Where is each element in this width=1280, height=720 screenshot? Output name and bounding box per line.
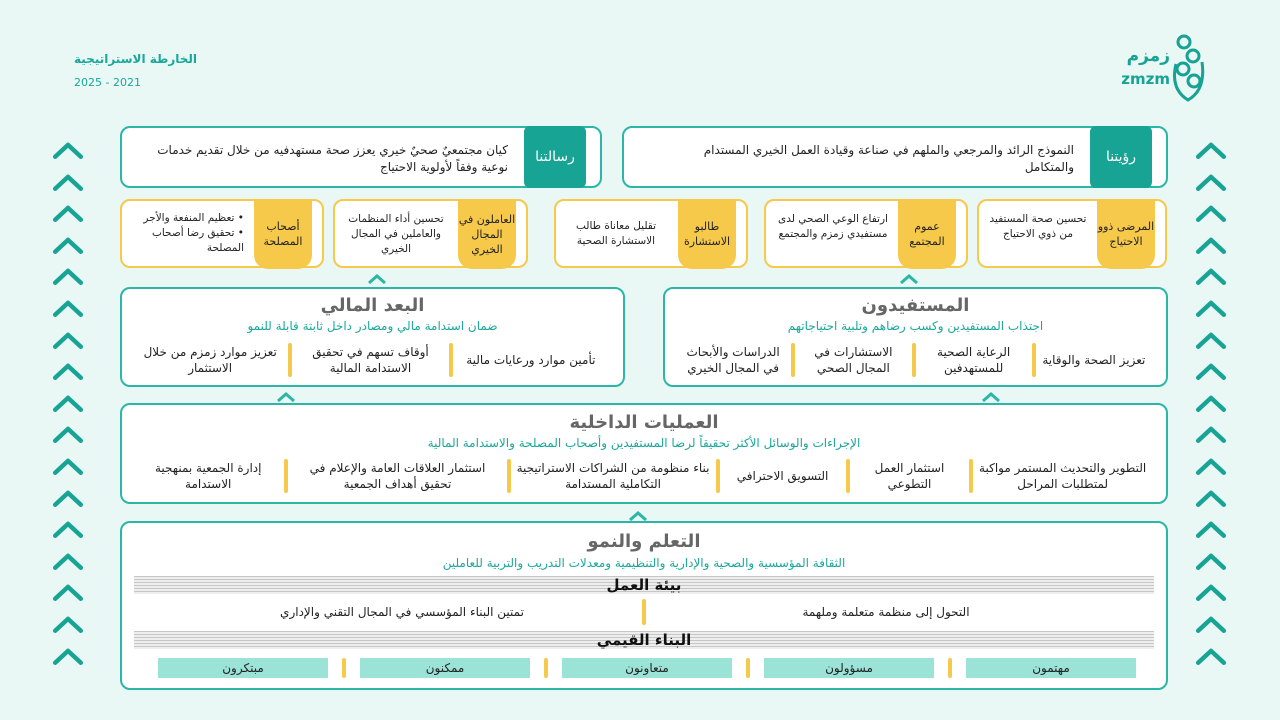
- vision-text: النموذج الرائد والمرجعي والملهم في صناعة وقيادة العمل الخيري المستدام والمتكامل: [703, 143, 1074, 174]
- year-range: 2025 - 2021: [74, 76, 141, 89]
- learning-subtitle: الثقافة المؤسسية والصحية والإدارية والتنظيمية ومعدلات التدريب والتربية للعاملين: [442, 556, 846, 570]
- internal-items: [132, 459, 1152, 493]
- separator: [746, 658, 750, 678]
- financial-items: [132, 343, 609, 377]
- stakeholder-tag: طالبو الاستشارة: [678, 199, 736, 269]
- stakeholder-tag: المرضى ذوو الاحتياج: [1097, 199, 1155, 269]
- beneficiaries-items: [675, 343, 1152, 377]
- chevron-up-icon: [52, 420, 84, 452]
- separator: [342, 658, 346, 678]
- beneficiaries-item: الاستشارات في المجال الصحي: [814, 345, 893, 375]
- stakeholder-bullet: • تحقيق رضا أصحاب المصلحة: [126, 226, 244, 256]
- separator: [544, 658, 548, 678]
- beneficiaries-item: الدراسات والأبحاث في المجال الخيري: [686, 345, 780, 375]
- internal-title: العمليات الداخلية: [569, 412, 719, 433]
- connector-arrow-icon: [276, 391, 296, 403]
- chevron-up-icon: [52, 389, 84, 421]
- values-row: [152, 658, 1136, 678]
- stakeholder-tag: أصحاب المصلحة: [254, 199, 312, 269]
- chevron-up-icon: [52, 515, 84, 547]
- chevron-up-icon: [52, 547, 84, 579]
- work-environment-items: [162, 599, 1126, 625]
- separator: [948, 658, 952, 678]
- financial-item: أوقاف تسهم في تحقيق الاستدامة المالية: [312, 345, 429, 375]
- stakeholder-card-consultation: [554, 199, 748, 268]
- chevron-up-icon: [1195, 294, 1227, 326]
- learning-title: التعلم والنمو: [587, 531, 701, 552]
- stakeholder-desc: تقليل معاناة طالب الاستشارة الصحية: [575, 220, 657, 247]
- chevron-up-icon: [1195, 168, 1227, 200]
- connector-arrow-icon: [899, 273, 919, 285]
- stakeholder-tag: العاملون في المجال الخيري: [458, 199, 516, 269]
- chevron-up-icon: [52, 484, 84, 516]
- work-environment-item: تمتين البناء المؤسسي في المجال التقني والإداري: [280, 605, 524, 619]
- connector-arrow-icon: [367, 273, 387, 285]
- chevron-up-icon: [1195, 326, 1227, 358]
- financial-subtitle: ضمان استدامة مالي ومصادر داخل ثابتة قابلة للنمو: [247, 319, 498, 333]
- chevron-up-icon: [52, 262, 84, 294]
- page-title: الخارطة الاستراتيجية: [74, 52, 197, 66]
- chevron-up-icon: [52, 357, 84, 389]
- right-chevron-column: [1195, 136, 1229, 673]
- chevron-up-icon: [1195, 136, 1227, 168]
- chevron-up-icon: [1195, 231, 1227, 263]
- internal-item: بناء منظومة من الشراكات الاستراتيجية التكاملية المستدامة: [516, 461, 710, 491]
- chevron-up-icon: [52, 294, 84, 326]
- value-chip: ممكنون: [360, 658, 530, 678]
- financial-item: تعزيز موارد زمزم من خلال الاستثمار: [143, 345, 277, 375]
- chevron-up-icon: [1195, 547, 1227, 579]
- stakeholder-card-interest-holders: [120, 199, 324, 268]
- internal-item: إدارة الجمعية بمنهجية الاستدامة: [154, 461, 262, 491]
- chevron-up-icon: [1195, 420, 1227, 452]
- chevron-up-icon: [1195, 389, 1227, 421]
- work-environment-item: التحول إلى منظمة متعلمة وملهمة: [802, 605, 970, 619]
- connector-arrow-icon: [981, 391, 1001, 403]
- chevron-up-icon: [1195, 610, 1227, 642]
- chevron-up-icon: [1195, 515, 1227, 547]
- value-chip: متعاونون: [562, 658, 732, 678]
- internal-item: استثمار العلاقات العامة والإعلام في تحقيق أهداف الجمعية: [309, 461, 486, 491]
- logo-latin-text: zmzm: [1121, 70, 1170, 88]
- value-chip: مسؤولون: [764, 658, 934, 678]
- chevron-up-icon: [52, 326, 84, 358]
- value-chip: مهتمون: [966, 658, 1136, 678]
- chevron-up-icon: [1195, 357, 1227, 389]
- internal-item: التسويق الاحترافي: [736, 469, 829, 483]
- stakeholder-desc: تحسين أداء المنظمات والعاملين في المجال الخيري: [348, 213, 444, 255]
- chevron-up-icon: [52, 578, 84, 610]
- chevron-up-icon: [52, 642, 84, 674]
- mission-label: رسالتنا: [524, 126, 586, 188]
- internal-item: استثمار العمل التطوعي: [874, 461, 945, 491]
- learning-growth-box: [120, 521, 1168, 690]
- stakeholder-bullets: [126, 211, 244, 256]
- financial-item: تأمين موارد ورعايات مالية: [466, 353, 596, 367]
- chevron-up-icon: [1195, 578, 1227, 610]
- beneficiaries-perspective-box: [663, 287, 1168, 387]
- vision-box: [622, 126, 1168, 188]
- chevron-up-icon: [52, 610, 84, 642]
- stakeholder-card-community: [764, 199, 968, 268]
- mission-box: [120, 126, 602, 188]
- stakeholder-desc: ارتفاع الوعي الصحي لدى مستفيدي زمزم والمجتمع: [778, 213, 888, 240]
- stakeholder-tag: عموم المجتمع: [898, 199, 956, 269]
- chevron-up-icon: [1195, 484, 1227, 516]
- chevron-up-icon: [1195, 452, 1227, 484]
- financial-perspective-box: [120, 287, 625, 387]
- logo-arabic-text: زمزم: [1126, 46, 1170, 66]
- work-environment-header: بيئة العمل: [134, 576, 1154, 594]
- values-header: البناء القيمي: [134, 631, 1154, 649]
- chevron-up-icon: [1195, 262, 1227, 294]
- mission-text: كيان مجتمعيٌ صحيٌ خيري يعزز صحة مستهدفيه من خلال تقديم خدمات نوعية وفقاً لأولوية الاحتياج: [157, 143, 508, 174]
- stakeholder-bullet: • تعظيم المنفعة والأجر: [126, 211, 244, 226]
- chevron-up-icon: [52, 168, 84, 200]
- vision-label: رؤيتنا: [1090, 126, 1152, 188]
- financial-title: البعد المالي: [320, 295, 425, 316]
- internal-processes-box: [120, 403, 1168, 504]
- logo-mark-icon: [1172, 34, 1208, 102]
- beneficiaries-title: المستفيدون: [861, 295, 970, 316]
- value-chip: مبتكرون: [158, 658, 328, 678]
- zamzam-logo: [1118, 34, 1210, 104]
- stakeholder-desc: تحسين صحة المستفيد من ذوي الاحتياج: [989, 213, 1087, 240]
- chevron-up-icon: [52, 199, 84, 231]
- beneficiaries-subtitle: اجتذاب المستفيدين وكسب رضاهم وتلبية احتياجاتهم: [787, 319, 1044, 333]
- chevron-up-icon: [52, 136, 84, 168]
- beneficiaries-item: تعزيز الصحة والوقاية: [1042, 353, 1146, 367]
- chevron-up-icon: [1195, 642, 1227, 674]
- chevron-up-icon: [1195, 199, 1227, 231]
- chevron-up-icon: [52, 231, 84, 263]
- chevron-up-icon: [52, 452, 84, 484]
- internal-item: التطوير والتحديث المستمر مواكبة لمتطلبات المراحل: [979, 461, 1147, 491]
- beneficiaries-item: الرعاية الصحية للمستهدفين: [937, 345, 1011, 375]
- stakeholder-card-patients: [977, 199, 1167, 268]
- internal-subtitle: الإجراءات والوسائل الأكثر تحقيقاً لرضا المستفيدين وأصحاب المصلحة والاستدامة المالية: [427, 436, 861, 450]
- stakeholder-card-charity-workers: [333, 199, 528, 268]
- left-chevron-column: [52, 136, 86, 673]
